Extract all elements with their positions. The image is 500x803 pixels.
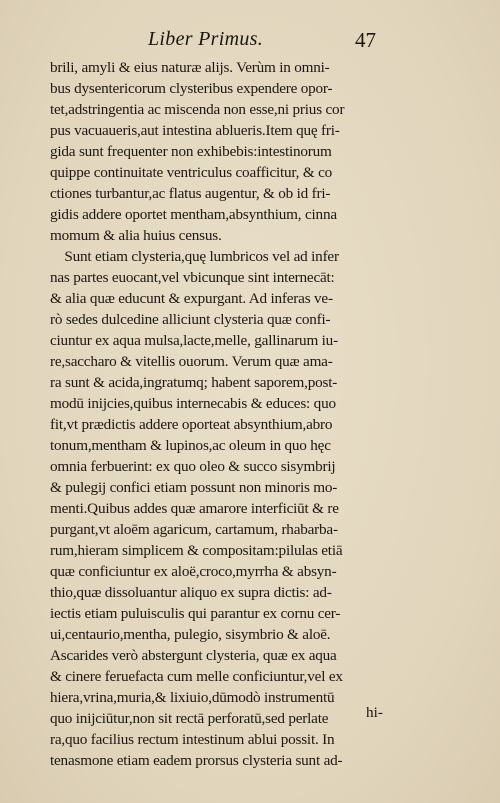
text-line: nas partes euocant,vel vbicunque sint internecāt:: [50, 269, 335, 286]
page-number: 47: [355, 28, 376, 52]
text-line: thio,quæ dissoluantur aliquo ex supra dictis: ad-: [50, 584, 332, 601]
text-line: fit,vt prædictis addere oporteat absynthium,abro: [50, 416, 333, 433]
text-line: ctiones turbantur,ac flatus augentur, & ob id fri-: [50, 185, 331, 202]
page-header: [0, 28, 500, 54]
text-line: quippe continuitate ventriculus coafficitur, & co: [50, 164, 333, 181]
text-line: iectis etiam puluisculis qui parantur ex cornu cer-: [50, 605, 341, 622]
text-line: ra,quo facilius rectum intestinum ablui possit. In: [50, 731, 335, 748]
text-line: gida sunt frequenter non exhibebis:intestinorum: [50, 143, 332, 160]
running-title: Liber Primus.: [148, 28, 264, 50]
catchword: hi-: [366, 704, 383, 721]
text-line: rò sedes dulcedine alliciunt clysteria quæ confi-: [50, 311, 331, 328]
text-line: & cinere feruefacta cum melle conficiuntur,vel ex: [50, 668, 343, 685]
text-line: hiera,vrina,muria,& lixiuio,dūmodò instrumentū: [50, 689, 335, 706]
text-line: quæ conficiuntur ex aloë,croco,myrrha & absyn-: [50, 563, 337, 580]
text-line: & pulegij confici etiam possunt non minoris mo-: [50, 479, 338, 496]
text-line: tet,adstringentia ac miscenda non esse,ni prius cor: [50, 101, 345, 118]
text-line: omnia ferbuerint: ex quo oleo & succo sisymbrij: [50, 458, 336, 475]
text-line: Sunt etiam clysteria,quę lumbricos vel ad infer: [50, 248, 339, 265]
text-line: rum,hieram simplicem & compositam:pilulas etiā: [50, 542, 343, 559]
text-line: menti.Quibus addes quæ amarore interficiūt & re: [50, 500, 339, 517]
text-line: tenasmone etiam eadem prorsus clysteria sunt ad-: [50, 752, 343, 769]
text-line: Ascarides verò abstergunt clysteria, quæ ex aqua: [50, 647, 337, 664]
text-line: re,saccharo & vitellis ouorum. Verum quæ ama-: [50, 353, 333, 370]
text-line: gidis addere oportet mentham,absynthium, cinna: [50, 206, 337, 223]
text-line: momum & alia huius census.: [50, 227, 222, 244]
text-line: pus vacuaueris,aut intestina ablueris.Item quę fri-: [50, 122, 340, 139]
text-line: ui,centaurio,mentha, pulegio, sisymbrio & aloē.: [50, 626, 331, 643]
text-line: ciuntur ex aqua mulsa,lacte,melle, gallinarum iu-: [50, 332, 338, 349]
text-line: modū inijcies,quibus internecabis & educes: quo: [50, 395, 336, 412]
text-line: brili, amyli & eius naturæ alijs. Verùm in omni-: [50, 59, 330, 76]
text-line: bus dysentericorum clysteribus expendere opor-: [50, 80, 333, 97]
text-line: & alia quæ educunt & expurgant. Ad inferas ve-: [50, 290, 333, 307]
text-line: purgant,vt aloēm agaricum, cartamum, rhabarba-: [50, 521, 338, 538]
text-line: tonum,mentham & lupinos,ac oleum in quo hęc: [50, 437, 331, 454]
body-text: [50, 57, 395, 771]
text-line: ra sunt & acida,ingratumq; habent saporem,post-: [50, 374, 338, 391]
text-line: quo inijciūtur,non sit rectā perforatū,sed perlate: [50, 710, 329, 727]
